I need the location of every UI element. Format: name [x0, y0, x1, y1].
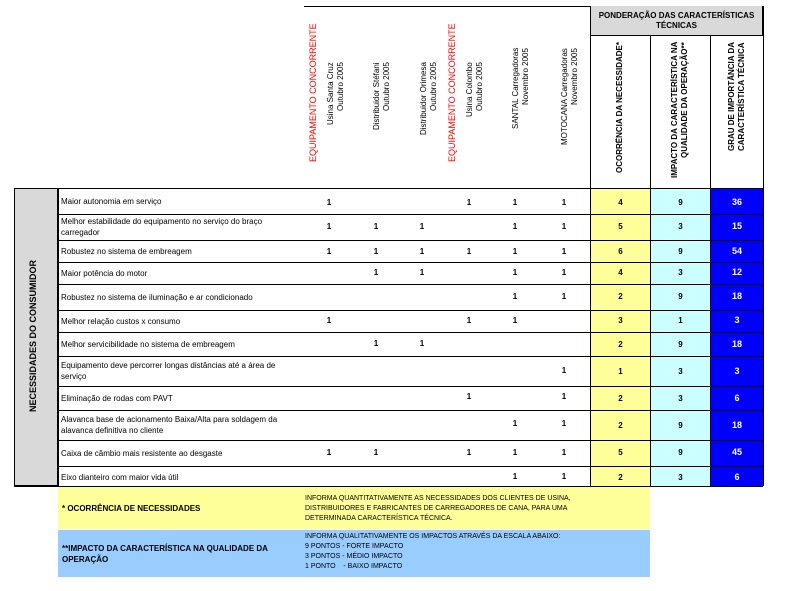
col-header-stefani: Distribuidor Stéfani Outubro 2005	[372, 62, 391, 130]
mark-cell: 1	[419, 268, 425, 277]
mark-cell: 1	[466, 316, 472, 325]
competitor-label-1: EQUIPAMENTO CONCORRENTE	[308, 23, 318, 162]
legend-impacto-lines	[305, 532, 560, 572]
col-header-usina-colombo: Usina Colombo Outubro 2005	[465, 62, 484, 117]
mark-cell: 1	[466, 247, 472, 256]
ocorrencia-value: 2	[618, 292, 623, 301]
mark-cell: 1	[561, 448, 567, 457]
mark-cell: 1	[512, 268, 518, 277]
ocorrencia-value: 4	[618, 268, 623, 277]
mark-cell: 1	[561, 392, 567, 401]
impacto-value: 9	[678, 247, 683, 256]
mark-cell: 1	[512, 316, 518, 325]
impacto-value: 3	[678, 268, 683, 277]
row-label: Melhor estabilidade do equipamento no serviço do braço carregador	[61, 217, 263, 237]
mark-cell: 1	[561, 268, 567, 277]
impacto-value: 3	[678, 222, 683, 231]
mark-cell: 1	[512, 472, 518, 481]
legend-impacto-title: **IMPACTO DA CARACTERÍSTICA NA QUALIDADE DA OPERAÇÃO	[62, 544, 268, 564]
ocorrencia-value: 1	[618, 367, 623, 376]
impacto-value: 1	[678, 316, 683, 325]
grau-value: 6	[734, 472, 740, 482]
mark-cell: 1	[512, 198, 518, 207]
mark-cell: 1	[466, 448, 472, 457]
grau-value: 18	[731, 420, 742, 430]
mark-cell: 1	[512, 247, 518, 256]
impacto-value: 3	[678, 473, 683, 482]
grau-column-bg	[711, 188, 763, 486]
legend-impacto-line: INFORMA QUALITATIVAMENTE OS IMPACTOS ATRAVÉS DA ESCALA ABAIXO:	[305, 533, 561, 540]
grau-value: 15	[731, 221, 742, 231]
mark-cell: 1	[373, 339, 379, 348]
impacto-value: 9	[678, 198, 683, 207]
mark-cell: 1	[419, 339, 425, 348]
impacto-value: 9	[678, 340, 683, 349]
col-header-santal: SANTAL Carregadoras Novembro 2005	[511, 48, 530, 130]
mark-cell: 1	[466, 198, 472, 207]
row-label: Melhor servicibilidade no sistema de embreagem	[61, 339, 235, 349]
ocorrencia-value: 2	[618, 473, 623, 482]
row-label: Eliminação de rodas com PAVT	[61, 393, 173, 403]
row-label: Alavanca base de acionamento Baixa/Alta para soldagem da alavanca definitiva no cliente	[61, 415, 278, 435]
mark-cell: 1	[512, 222, 518, 231]
grau-value: 3	[734, 315, 740, 325]
mark-cell: 1	[373, 222, 379, 231]
mark-cell: 1	[561, 366, 567, 375]
mark-cell: 1	[419, 222, 425, 231]
grau-value: 6	[734, 393, 740, 403]
row-label: Caixa de câmbio mais resistente ao desgaste	[61, 448, 223, 458]
impacto-value: 9	[678, 292, 683, 301]
impacto-value: 9	[678, 421, 683, 430]
ocorrencia-value: 6	[618, 247, 623, 256]
mark-cell: 1	[512, 448, 518, 457]
mark-cell: 1	[326, 222, 332, 231]
mark-cell: 1	[512, 419, 518, 428]
mark-cell: 1	[419, 247, 425, 256]
impacto-value: 3	[678, 367, 683, 376]
impacto-column-bg	[651, 188, 710, 486]
row-label: Robustez no sistema de embreagem	[61, 246, 192, 256]
competitor-label-2: EQUIPAMENTO CONCORRENTE	[447, 23, 457, 162]
ocorrencia-value: 2	[618, 421, 623, 430]
ocorrencia-value: 4	[618, 198, 623, 207]
col-header-usina-santa-cruz: Usina Santa Cruz Outubro 2005	[326, 62, 345, 125]
ponderacao-title: PONDERAÇÃO DAS CARACTERÍSTICAS TÉCNICAS	[598, 10, 755, 30]
mark-cell: 1	[373, 268, 379, 277]
ocorrencia-value: 2	[618, 340, 623, 349]
mark-cell: 1	[561, 292, 567, 301]
legend-ocorrencia-title: * OCORRÊNCIA DE NECESSIDADES	[62, 504, 201, 513]
mark-cell: 1	[373, 448, 379, 457]
grau-value: 36	[731, 197, 742, 207]
ocorrencia-value: 2	[618, 394, 623, 403]
mark-cell: 1	[466, 392, 472, 401]
mark-cell: 1	[326, 198, 332, 207]
ponderacao-header	[590, 6, 763, 36]
mark-cell: 1	[512, 292, 518, 301]
ocorrencia-value: 5	[618, 448, 623, 457]
impacto-value: 9	[678, 448, 683, 457]
grau-header: GRAU DE IMPORTÂNCIA DA CARACTERÍSTICA TÉCNICA	[727, 42, 746, 152]
side-label: NECESSIDADES DO CONSUMIDOR	[28, 260, 38, 413]
row-label: Maior autonomia em serviço	[61, 196, 162, 206]
row-label: Maior potência do motor	[61, 268, 148, 278]
mark-cell: 1	[561, 419, 567, 428]
grau-value: 54	[731, 246, 742, 256]
row-label: Eixo dianteiro com maior vida útil	[61, 472, 179, 482]
row-label: Melhor relação custos x consumo	[61, 316, 181, 326]
mark-cell: 1	[326, 316, 332, 325]
legend-impacto-line: 9 PONTOS - FORTE IMPACTO	[305, 543, 404, 550]
col-header-motocana: MOTOCANA Carregadoras Novembro 2005	[560, 48, 579, 145]
grau-value: 45	[731, 447, 742, 457]
grau-value: 18	[731, 339, 742, 349]
mark-cell: 1	[326, 448, 332, 457]
mark-cell: 1	[373, 247, 379, 256]
ocorrencia-column-bg	[591, 188, 650, 486]
impacto-header: IMPACTO DA CARACTERÍSTICA NA QUALIDADE DA OPERAÇÃO**	[670, 42, 689, 179]
legend-ocorrencia-text: INFORMA QUANTITATIVAMENTE AS NECESSIDADES DOS CLIENTES DE USINA, DISTRIBUIDORES E FABRICANTES DE CARREGADORES DE CANA, PARA UMA DETERMINADA CARACTERÍSTICA TÉCNICA.	[305, 495, 571, 522]
mark-cell: 1	[561, 472, 567, 481]
mark-cell: 1	[561, 198, 567, 207]
grau-value: 12	[731, 267, 742, 277]
mark-cell: 1	[561, 247, 567, 256]
col-header-orimesa: Distribuidor Orimesa Outubro 2005	[419, 62, 438, 135]
grau-value: 3	[734, 366, 740, 376]
legend-impacto-line: 1 PONTO - BAIXO IMPACTO	[305, 563, 403, 570]
row-label: Robustez no sistema de iluminação e ar condicionado	[61, 292, 253, 302]
impacto-value: 3	[678, 394, 683, 403]
row-label: Equipamento deve percorrer longas distâncias até a área de serviço	[61, 361, 276, 381]
ocorrencia-value: 5	[618, 222, 623, 231]
ocorrencia-header: OCORRÊNCIA DA NECESSIDADE*	[615, 42, 624, 173]
grau-value: 18	[731, 291, 742, 301]
mark-cell: 1	[326, 247, 332, 256]
legend-impacto-line: 3 PONTOS - MÉDIO IMPACTO	[305, 553, 403, 560]
mark-cell: 1	[561, 222, 567, 231]
ocorrencia-value: 3	[618, 316, 623, 325]
